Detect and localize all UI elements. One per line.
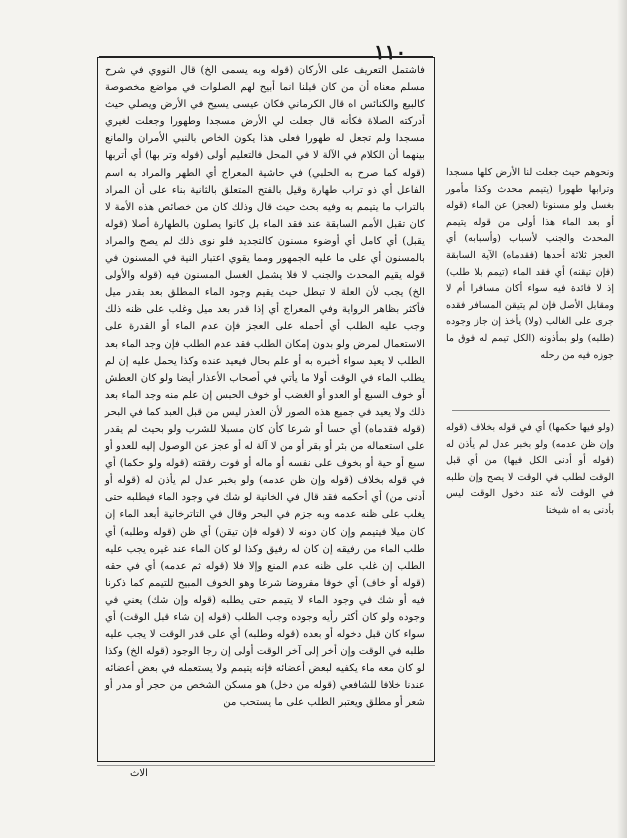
margin-note-top: ونحوهم حيث جعلت لنا الأرض كلها مسجدا وترابها طهورا (يتيمم محدث وكذا مأمور بغسل ولو مسنونا (لعجز) عن الماء (قوله أو بعد الماء هذا أولى من قوله يتيمم المحدث والجنب لأسباب (وأسبابه) أي العجز ثلاثة أحدها (فقدماه) الآية السابقة (فإن تيقنه) أي فقد الماء (تيمم بلا طلب) إذ لا فائدة فيه سواء أكان مسافرا أم لا ومقابل الأصل فإن لم يتيقن المسافر فقده جرى على الغالب (ولا) يأخذ إن جاز وجوده (طلبه) ولو بمأذونه (الكل تيمم له فوق ما جوزه فيه من رحله bbox=[446, 167, 614, 361]
page-edge-shadow bbox=[617, 0, 627, 838]
margin-note-middle: (ولو فيها حكمها) أي في قوله بخلاف (قوله وإن ظن عدمه) ولو بخبر عدل لم يأذن له (قوله أو أدنى الكل فيها) من أي قبل الوقت لطلب في الوقت لا يصح وإن طلبه في الوقت لأنه عند دخول الوقت ليس بأدنى به اه شيخنا bbox=[446, 422, 614, 516]
catchword: الاث bbox=[130, 768, 148, 779]
margin-separator bbox=[452, 410, 610, 411]
main-commentary-text: فاشتمل التعريف على الأركان (قوله وبه يسمى الخ) قال النووي في شرح مسلم معناه أن من كان قبلنا انما أبيح لهم الصلوات في مواضع مخصوصة كالبيع والكنائس اه قال الكرماني فكان عيسى يسيح في الأرض ويصلي حيث أدركته الصلاة فكأنه قال جعلت لي الأرض مسجدا وطهورا وجعلت لغيري مسجدا ولم تجعل له طهورا فعلى هذا يكون الخاص بالنبي الأمران والمانع بينهما أن الكلام في الآلة لا في المحل فالتعليم أولى (قوله وتر بها) أي أتربها (قوله كما صرح به الحلبي) في حاشية المعراج أي الطهر والمراد به اسم الفاعل أي ذو تراب طهارة وقيل بالفتح المتعلق بالثانية بناء على أن المراد بالتراب ما يتيمم به وفيه بحث حيث قال وذلك كان من خصائص هذه الأمة لا كان تقبل الأمم السابقة عند فقد الماء بل كانوا يصلون بالطهارة أصلا (قوله يقبل) أي كامل أي أوضوء مسنون كالتجديد فلو نوى ذلك لم يصح والمراد بالمسنون أي على ما عليه الجمهور ومما يقوي اعتبار النية في المسنون في قوله يقيم المحدث والجنب لا فلا يشمل الغسل المسنون فيه (قوله والأولى الخ) يجب لأن العلة لا تبطل حيث يقيم وجود الماء المطلق بعد بقدر ميل فأكثر بظاهر الرواية وفي المعراج أي إذا قدر بعد ميل وغلب على ظنه ذلك وجب عليه الطلب أي أحمله على العجز فإن عدم الماء أو القدرة على الاستعمال لمرض ولو بدون إمكان الطلب فقد عدم الطلب فإن وجد الماء بعد الطلب لا يعيد سواء أخبره به أو علم بحال فيعيد عنده وكذا يحمل عليه إن لم يطلب الماء في الوقت أولا ما يأتي في أصحاب الأعذار أيضا ولو كان العطش أو خوف السبع أو العدو أو الغضب أو خوف الحبس إن علم منه وجد الماء بعد ذلك ولا يعيد في جميع هذه الصور لأن العذر ليس من قبل العبد كما في البحر (قوله فقدماه) أي حسا أو شرعا كأن كان مسبلا للشرب ولو بحيث لم يقدر على استعماله من بئر أو بقر أو من لا آلة له أو عجز عن الوصول إليه للعدو أو سبع أو حية أو بخوف على نفسه أو ماله أو فوت رفقته (قوله ولو حكما) أي في قوله بخلاف (قوله وإن ظن عدمه) ولو بخبر عدل لم يأذن له (قوله أو أدنى من) أي أحكمه فقد قال في الخانية لو شك في وجود الماء فيطلبه حتى يغلب على ظنه عدمه وبه جزم في البحر وقال في التاترخانية أبعد الماء إن كان ميلا فيتيمم وإن كان دونه لا (قوله فإن تيقن) أي ظن (قوله وطلبه) أي طلب الماء من رفيقه إن كان له رفيق وكذا لو كان الماء عند غيره يجب عليه الطلب إن غلب على ظنه عدم المنع وإلا فلا (قوله ثم عدمه) أي في حقه (قوله أو خاف) أي خوفا مفروضا شرعا وهو الخوف المبيح للتيمم كما ذكرنا فيه أو شك في وجود الماء لا يتيمم حتى يطلبه (قوله وإن شك) يعني في وجوده ولو كان أكثر رأيه وجوده وجب الطلب (قوله إن شاء قبل الوقت) أي سواء كان قبل دخوله أو بعده (قوله وطلبه) أي على قدر الوقت لا يجب عليه طلبه في الوقت وإن أخر إلى آخر الوقت أولى إن رجا الوجود (قوله الخ) وكذا لو كان معه ماء يكفيه لبعض أعضائه فإنه يتيمم ولا يستعمله في بعض أعضائه عندنا خلافا للشافعي (قوله من دخل) هو مسكن الشخص من حجر أو مدر أو شعر أو مطلق ويعتبر الطلب على ما يستحب من bbox=[105, 65, 425, 709]
main-text-frame bbox=[97, 57, 435, 762]
page-number: ١١٠ bbox=[374, 40, 407, 64]
